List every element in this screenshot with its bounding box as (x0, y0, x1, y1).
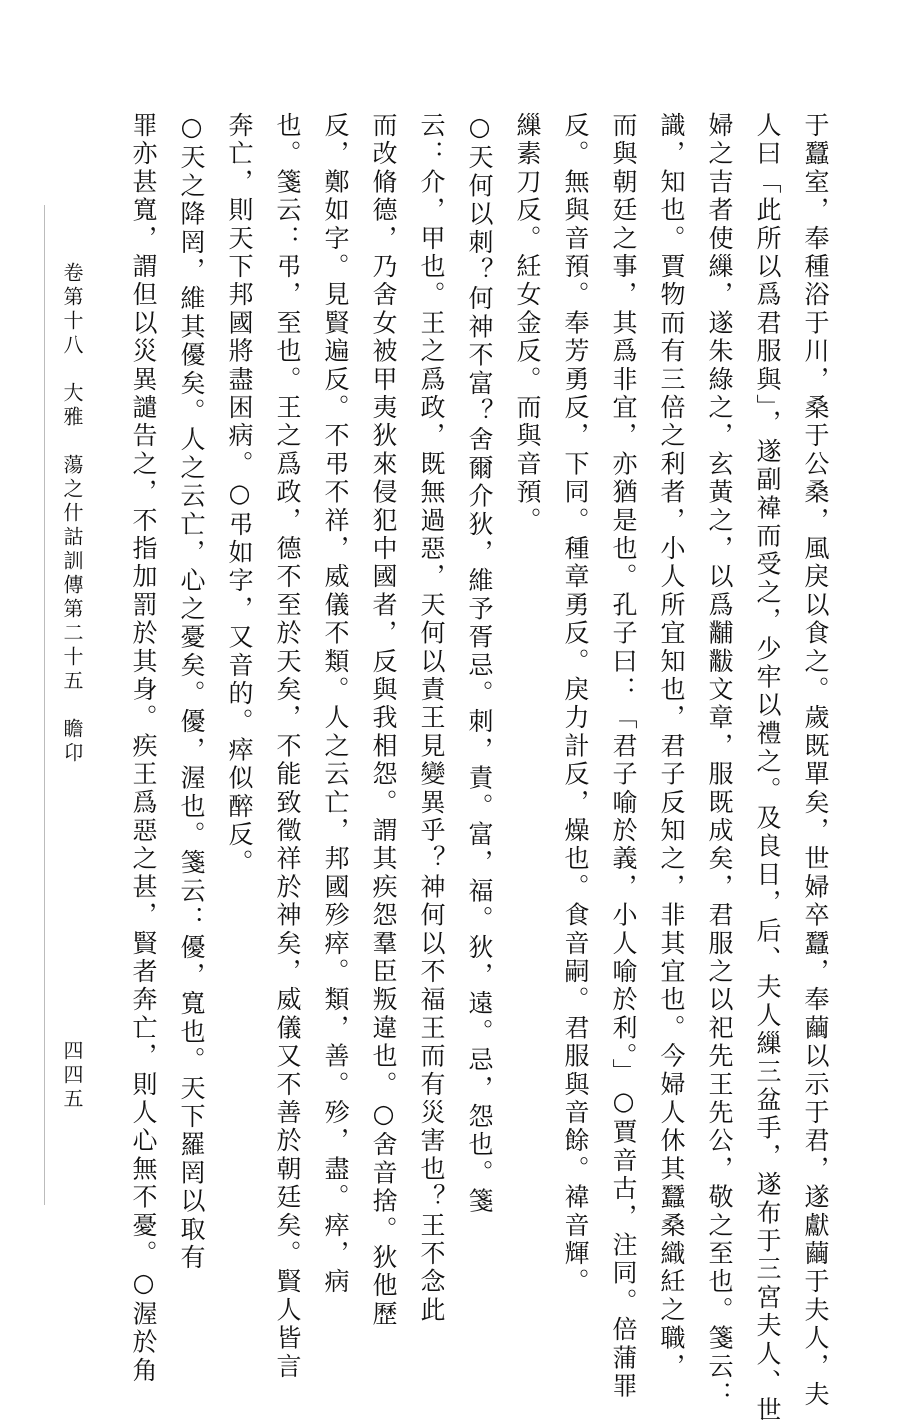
text-column-4: 識，知也。賈物而有三倍之利者，小人所宜知也，君子反知之，非其宜也。今婦人休其蠶桑織紝之職， (657, 112, 686, 1381)
text-column-12: 也。箋云：弔，至也。王之爲政，德不至於天矣，不能致徵祥於神矣，威儀又不善於朝廷矣。賢人皆言 (273, 112, 302, 1381)
text-column-6: 反。無與音預。奉芳勇反，下同。種章勇反。戾力計反，燥也。食音嗣。君服與音餘。褘音輝。 (561, 112, 590, 1297)
text-column-11: 反，鄭如字。見賢遍反。不弔不祥，威儀不類。人之云亡，邦國殄瘁。類，善。殄，盡。瘁，病 (321, 112, 350, 1297)
margin-rule (44, 205, 45, 1205)
text-column-3: 婦之吉者使繅，遂朱綠之，玄黃之，以爲黼黻文章，服既成矣，君服之以祀先王先公，敬之至也。箋云： (705, 112, 734, 1410)
text-column-8: ○天何以刺？何神不富？舍爾介狄，維予胥忌。刺，責。富，福。狄，遠。忌，怨也。箋 (465, 112, 494, 1216)
text-column-9: 云：介，甲也。王之爲政，既無過惡，天何以責王見變異乎？神何以不福王而有災害也？王不念此 (417, 112, 446, 1325)
text-column-1: 于蠶室，奉種浴于川，桑于公桑，風戾以食之。歲既單矣，世婦卒蠶，奉繭以示于君，遂獻繭于夫人，夫 (801, 112, 830, 1410)
text-column-5: 而與朝廷之事，其爲非宜，亦猶是也。孔子曰：「君子喻於義，小人喻於利。」○賈音古，注同。倍蒲罪 (609, 112, 638, 1401)
text-column-13: 奔亡，則天下邦國將盡困病。○弔如字，又音的。瘁似醉反。 (225, 112, 254, 878)
text-column-7: 繅素刀反。紝女金反。而與音預。 (513, 112, 542, 535)
text-column-15: 罪亦甚寬，謂但以災異譴告之，不指加罰於其身。疾王爲惡之甚，賢者奔亡，則人心無不憂。○渥於角 (129, 112, 158, 1385)
running-head: 卷第十八 大雅 蕩之什詁訓傳第二十五 瞻卬 (60, 262, 84, 766)
page-number: 四四五 (60, 1040, 84, 1112)
text-column-14: ○天之降罔，維其優矣。人之云亡，心之憂矣。優，渥也。箋云：優，寬也。天下羅罔以取有 (177, 112, 206, 1273)
text-column-10: 而改脩德，乃舍女被甲夷狄來侵犯中國者，反與我相怨。謂其疾怨羣臣叛違也。○舍音捨。狄他歷 (369, 112, 398, 1329)
text-column-2: 人曰「此所以爲君服與」，遂副褘而受之，少牢以禮之。及良日，后、夫人繅三盆手，遂布于三宮夫人、世 (753, 112, 782, 1425)
